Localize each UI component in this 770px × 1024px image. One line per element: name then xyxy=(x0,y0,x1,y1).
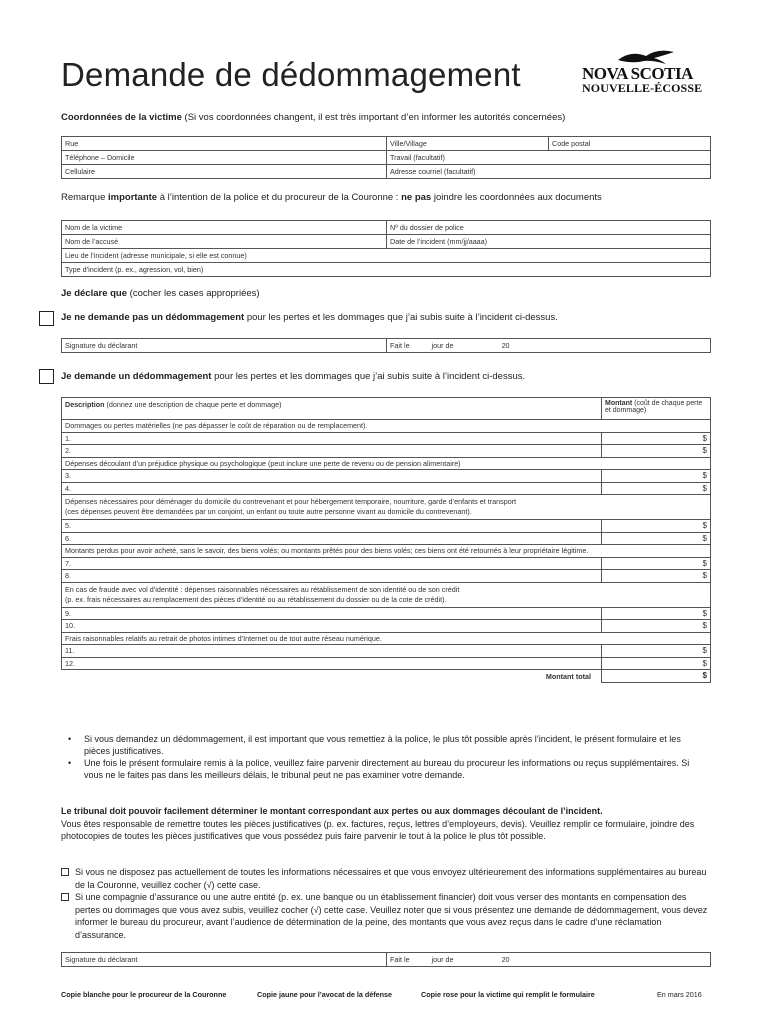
amount-cell[interactable]: $ xyxy=(602,557,711,570)
bullet-list xyxy=(68,733,708,781)
footer-copy-crown: Copie blanche pour le procureur de la Couronne xyxy=(61,990,227,999)
footer-copy-victim: Copie rose pour la victime qui remplit le formulaire xyxy=(421,990,595,999)
email-field[interactable]: Adresse courriel (facultatif) xyxy=(387,165,711,179)
amount-cell[interactable]: $ xyxy=(602,607,711,620)
page-title: Demande de dédommagement xyxy=(61,56,521,93)
amount-header: Montant (coût de chaque perte et dommage) xyxy=(602,398,711,420)
option-checkbox-2[interactable] xyxy=(61,893,69,901)
city-field[interactable]: Ville/Village xyxy=(387,137,549,151)
option-checkbox-1[interactable] xyxy=(61,868,69,876)
description-header: Description (donnez une description de chaque perte et dommage) xyxy=(62,398,602,420)
claims-table xyxy=(61,397,711,683)
claim-line[interactable]: 8. xyxy=(62,570,602,583)
claim-line[interactable]: 1. xyxy=(62,432,602,445)
total-amount[interactable]: $ xyxy=(602,670,711,683)
claim-line[interactable]: 4. xyxy=(62,482,602,495)
claim-label: Je demande un dédommagement pour les pertes et les dommages que j’ai subis suite à l’incident ci-dessus. xyxy=(61,371,526,382)
incident-place-field[interactable]: Lieu de l’incident (adresse municipale, si elle est connue) xyxy=(62,249,711,263)
amount-cell[interactable]: $ xyxy=(602,520,711,533)
signature-field-1[interactable]: Signature du déclarant xyxy=(62,339,387,353)
category-stolen-goods: Montants perdus pour avoir acheté, sans le savoir, des biens volés; ou montants prêtés pour des biens volés; ces biens ont été retournés à leur propriétaire légitime. xyxy=(62,545,711,558)
amount-cell[interactable]: $ xyxy=(602,570,711,583)
category-injury: Dépenses découlant d’un préjudice physique ou psychologique (peut inclure une perte de revenu ou de pension alimentaire) xyxy=(62,457,711,470)
amount-cell[interactable]: $ xyxy=(602,532,711,545)
date-field-2[interactable]: Fait le jour de 20 xyxy=(387,953,711,967)
option-item: Si une compagnie d’assurance ou une autre entité (p. ex. une banque ou un établissement financier) doit vous verser des montants en compensation des pertes ou dommages que vous avez subis, veuillez cocher (√) cette case. Veuillez noter que si vous présentez une demande de dédommagement, vous devez informer le bureau du procureur, avant l’audience de détermination de la peine, des montants que vous avez reçus dans le cadre d’une réclamation d’assurance. xyxy=(61,891,711,941)
claim-line[interactable]: 6. xyxy=(62,532,602,545)
option-item: Si vous ne disposez pas actuellement de toutes les informations nécessaires et que vous envoyez ultérieurement des informations supplémentaires au bureau de la Couronne, veuillez cocher (√) cette case. xyxy=(61,866,711,891)
signature-row-1 xyxy=(61,338,711,353)
signature-field-2[interactable]: Signature du déclarant xyxy=(62,953,387,967)
incident-table xyxy=(61,220,711,277)
category-identity-fraud: En cas de fraude avec vol d’identité : dépenses raisonnables nécessaires au rétablissement de son identité ou de son crédit (p. ex. frais nécessaires au remplacement des pièces d’identité ou au rétablissement du dossier ou de la cote de crédit). xyxy=(62,582,711,607)
category-moving: Dépenses nécessaires pour déménager du domicile du contrevenant et pour hébergement temporaire, nourriture, garde d’enfants et transport (ces dépenses peuvent être demandées par un conjoint, un enfant ou toute autre personne vivant au domicile du contrevenant). xyxy=(62,495,711,520)
no-claim-checkbox[interactable] xyxy=(39,311,54,326)
street-field[interactable]: Rue xyxy=(62,137,387,151)
phone-work-field[interactable]: Travail (facultatif) xyxy=(387,151,711,165)
amount-cell[interactable]: $ xyxy=(602,645,711,658)
claim-line[interactable]: 7. xyxy=(62,557,602,570)
tribunal-paragraph: Le tribunal doit pouvoir facilement déterminer le montant correspondant aux pertes ou aux dommages découlant de l’incident. Vous êtes responsable de remettre toutes les pièces justificatives (p. ex. factures, reçus, lettres d’employeurs, devis). Veuillez remplir ce formulaire, joindre des photocopies de toutes les pièces justificatives que vous possédez puis faire parvenir le tout à la police le plus tôt possible. xyxy=(61,806,695,841)
footer-date: En mars 2016 xyxy=(657,990,702,999)
amount-cell[interactable]: $ xyxy=(602,657,711,670)
claim-line[interactable]: 10. xyxy=(62,620,602,633)
claim-line[interactable]: 11. xyxy=(62,645,602,658)
claim-line[interactable]: 5. xyxy=(62,520,602,533)
amount-cell[interactable]: $ xyxy=(602,620,711,633)
nova-scotia-logo xyxy=(576,48,716,96)
police-file-field[interactable]: Nº du dossier de police xyxy=(387,221,711,235)
declare-heading: Je déclare que (cocher les cases appropriées) xyxy=(61,288,260,299)
logo-french: NOUVELLE-ÉCOSSE xyxy=(582,81,703,95)
claim-checkbox[interactable] xyxy=(39,369,54,384)
phone-home-field[interactable]: Téléphone – Domicile xyxy=(62,151,387,165)
remark-note: Remarque importante à l’intention de la police et du procureur de la Couronne : ne pas joindre les coordonnées aux documents xyxy=(61,192,602,203)
amount-cell[interactable]: $ xyxy=(602,445,711,458)
postal-field[interactable]: Code postal xyxy=(549,137,711,151)
claim-line[interactable]: 12. xyxy=(62,657,602,670)
bullet-item: • Si vous demandez un dédommagement, il est important que vous remettiez à la police, le plus tôt possible après l’incident, le présent formulaire et les pièces justificatives. xyxy=(68,734,681,756)
victim-heading: Coordonnées de la victime (Si vos coordonnées changent, il est très important d’en informer les autorités concernées) xyxy=(61,112,566,123)
category-property: Dommages ou pertes matérielles (ne pas dépasser le coût de réparation ou de remplacement). xyxy=(62,420,711,433)
signature-row-2 xyxy=(61,952,711,967)
logo-english: NOVA SCOTIA xyxy=(582,64,693,83)
category-intimate-images: Frais raisonnables relatifs au retrait de photos intimes d’Internet ou de tout autre réseau numérique. xyxy=(62,632,711,645)
incident-date-field[interactable]: Date de l’incident (mm/jj/aaaa) xyxy=(387,235,711,249)
accused-name-field[interactable]: Nom de l’accusé xyxy=(62,235,387,249)
amount-cell[interactable]: $ xyxy=(602,470,711,483)
cell-field[interactable]: Cellulaire xyxy=(62,165,387,179)
claim-line[interactable]: 3. xyxy=(62,470,602,483)
date-field-1[interactable]: Fait le jour de 20 xyxy=(387,339,711,353)
victim-info-table xyxy=(61,136,711,179)
claim-line[interactable]: 9. xyxy=(62,607,602,620)
total-label: Montant total xyxy=(62,670,602,683)
incident-type-field[interactable]: Type d’incident (p. ex., agression, vol, bien) xyxy=(62,263,711,277)
options-list xyxy=(61,866,711,941)
bullet-item: • Une fois le présent formulaire remis à la police, veuillez faire parvenir directement au bureau du procureur les informations ou reçus supplémentaires. Si vous ne le faites pas dans les meilleurs délais, le tribunal peut ne pas examiner votre demande. xyxy=(68,758,690,780)
amount-cell[interactable]: $ xyxy=(602,432,711,445)
footer-copy-defence: Copie jaune pour l’avocat de la défense xyxy=(257,990,393,999)
amount-cell[interactable]: $ xyxy=(602,482,711,495)
no-claim-label: Je ne demande pas un dédommagement pour les pertes et les dommages que j’ai subis suite à l’incident ci-dessus. xyxy=(61,312,558,323)
claim-line[interactable]: 2. xyxy=(62,445,602,458)
victim-name-field[interactable]: Nom de la victime xyxy=(62,221,387,235)
